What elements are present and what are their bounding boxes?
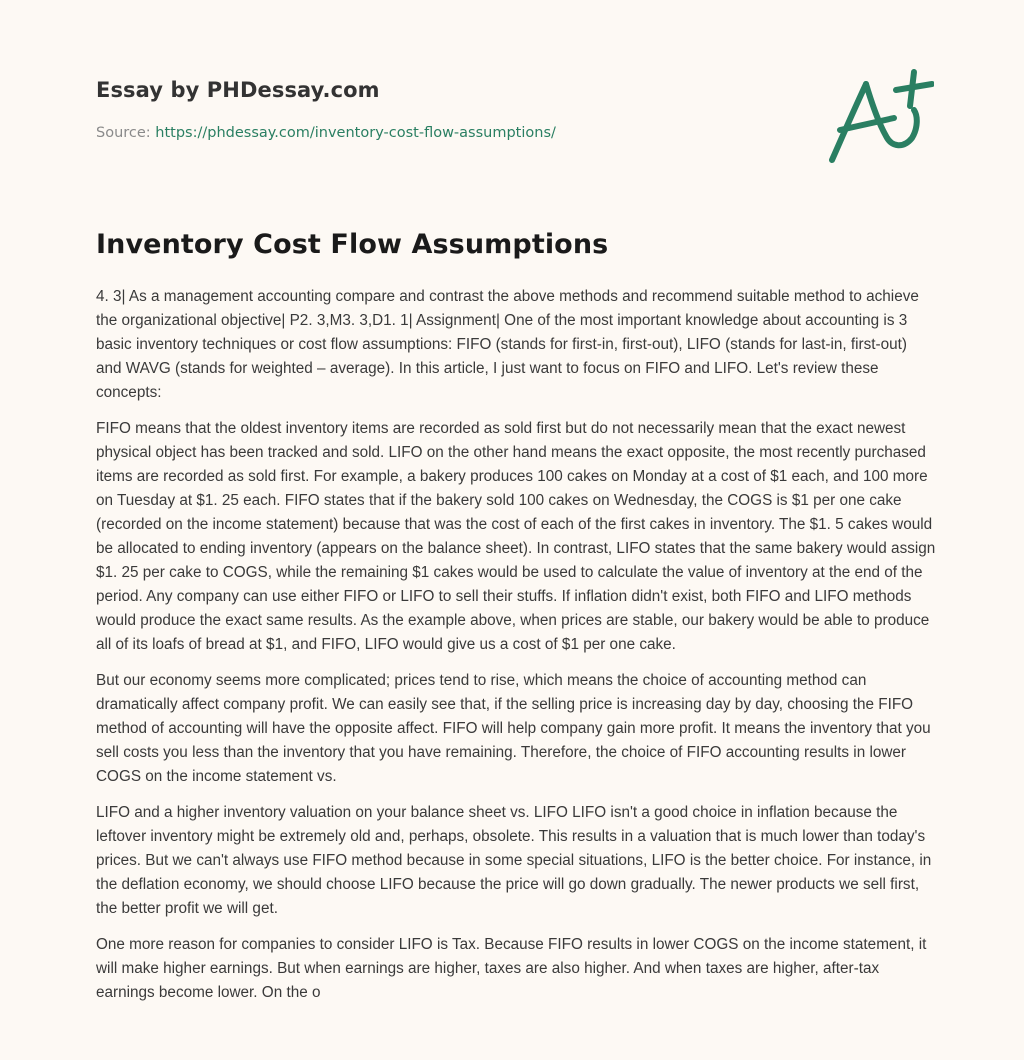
brand-title: Essay by PHDessay.com bbox=[96, 78, 380, 102]
article-paragraph: But our economy seems more complicated; prices tend to rise, which means the choice of accounting method can dramatically affect company profit. We can easily see that, if the selling price is increasing day by day, choosing the FIFO method of accounting will have the opposite affect. FIFO will help company gain more profit. It means the inventory that you sell costs you less than the inventory that you have remaining. Therefore, the choice of FIFO accounting results in lower COGS on the income statement vs. bbox=[96, 672, 931, 785]
source-link[interactable]: https://phdessay.com/inventory-cost-flow-assumptions/ bbox=[155, 125, 556, 141]
page-header bbox=[96, 76, 796, 143]
article-paragraph: FIFO means that the oldest inventory items are recorded as sold first but do not necessarily mean that the exact newest physical object has been tracked and sold. LIFO on the other hand means the exact opposite, the most recently purchased items are recorded as sold first. For example, a bakery produces 100 cakes on Monday at a cost of $1 each, and 100 more on Tuesday at $1. 25 each. FIFO states that if the bakery sold 100 cakes on Wednesday, the COGS is $1 per one cake (recorded on the income statement) because that was the cost of each of the first cakes in inventory. The $1. 5 cakes would be allocated to ending inventory (appears on the balance sheet). In contrast, LIFO states that the same bakery would assign $1. 25 per cake to COGS, while the remaining $1 cakes would be used to calculate the value of inventory at the end of the period. Any company can use either FIFO or LIFO to sell their stuffs. If inflation didn't exist, both FIFO and LIFO methods would produce the exact same results. As the example above, when prices are stable, our bakery would be able to produce all of its loafs of bread at $1, and FIFO, LIFO would give us a cost of $1 per one cake. bbox=[96, 420, 936, 653]
article-paragraph: 4. 3| As a management accounting compare and contrast the above methods and recommend suitable method to achieve the organizational objective| P2. 3,M3. 3,D1. 1| Assignment| One of the most important knowledge about accounting is 3 basic inventory techniques or cost flow assumptions: FIFO (stands for first-in, first-out), LIFO (stands for last-in, first-out) and WAVG (stands for weighted – average). In this article, I just want to focus on FIFO and LIFO. Let's review these concepts: bbox=[96, 288, 919, 401]
article bbox=[96, 225, 936, 1017]
article-title: Inventory Cost Flow Assumptions bbox=[96, 229, 609, 260]
a-plus-grade-icon bbox=[818, 64, 934, 168]
source-label: Source: bbox=[96, 125, 151, 141]
article-paragraph: One more reason for companies to consider LIFO is Tax. Because FIFO results in lower COGS on the income statement, it will make higher earnings. But when earnings are higher, taxes are also higher. And when taxes are higher, after-tax earnings become lower. On the o bbox=[96, 936, 927, 1001]
source-line bbox=[96, 123, 796, 143]
article-paragraph: LIFO and a higher inventory valuation on your balance sheet vs. LIFO LIFO isn't a good choice in inflation because the leftover inventory might be extremely old and, perhaps, obsolete. This results in a valuation that is much lower than today's prices. But we can't always use FIFO method because in some special situations, LIFO is the better choice. For instance, in the deflation economy, we should choose LIFO because the price will go down gradually. The newer products we sell first, the better profit we will get. bbox=[96, 804, 932, 917]
